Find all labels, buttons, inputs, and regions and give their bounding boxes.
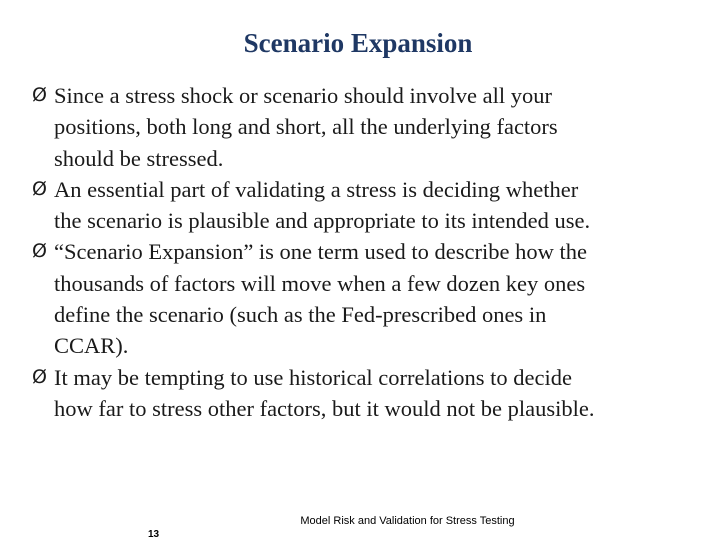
bullet-text-line: positions, both long and short, all the underlying factors <box>54 114 558 140</box>
bullet-text-line: the scenario is plausible and appropriate to its intended use. <box>54 208 591 234</box>
bullet-text-line: “Scenario Expansion” is one term used to describe how the <box>54 239 587 265</box>
bullet-text-line: thousands of factors will move when a few dozen key ones <box>54 270 586 296</box>
arrow-bullet-icon: Ø <box>32 365 47 388</box>
arrow-bullet-icon: Ø <box>32 240 47 263</box>
page-number: 13 <box>148 529 160 540</box>
footer-text: Model Risk and Validation for Stress Testing <box>300 515 515 527</box>
bullet-text-line: how far to stress other factors, but it would not be plausible. <box>54 395 595 421</box>
slide-title: Scenario Expansion <box>243 28 473 58</box>
bullet-text-line: Since a stress shock or scenario should involve all your <box>54 83 553 108</box>
arrow-bullet-icon: Ø <box>32 177 47 200</box>
bullet-item <box>32 174 702 237</box>
bullet-text-line: It may be tempting to use historical correlations to decide <box>54 364 572 390</box>
bullet-text-line: An essential part of validating a stress is deciding whether <box>54 176 579 202</box>
bullet-item <box>32 236 702 361</box>
bullet-text-line: should be stressed. <box>54 145 224 171</box>
bullet-list <box>32 80 702 424</box>
bullet-text-line: define the scenario (such as the Fed-prescribed ones in <box>54 302 547 328</box>
bullet-item <box>32 80 702 174</box>
bullet-text-line: CCAR). <box>54 333 129 359</box>
bullet-item <box>32 362 702 425</box>
arrow-bullet-icon: Ø <box>32 84 47 106</box>
